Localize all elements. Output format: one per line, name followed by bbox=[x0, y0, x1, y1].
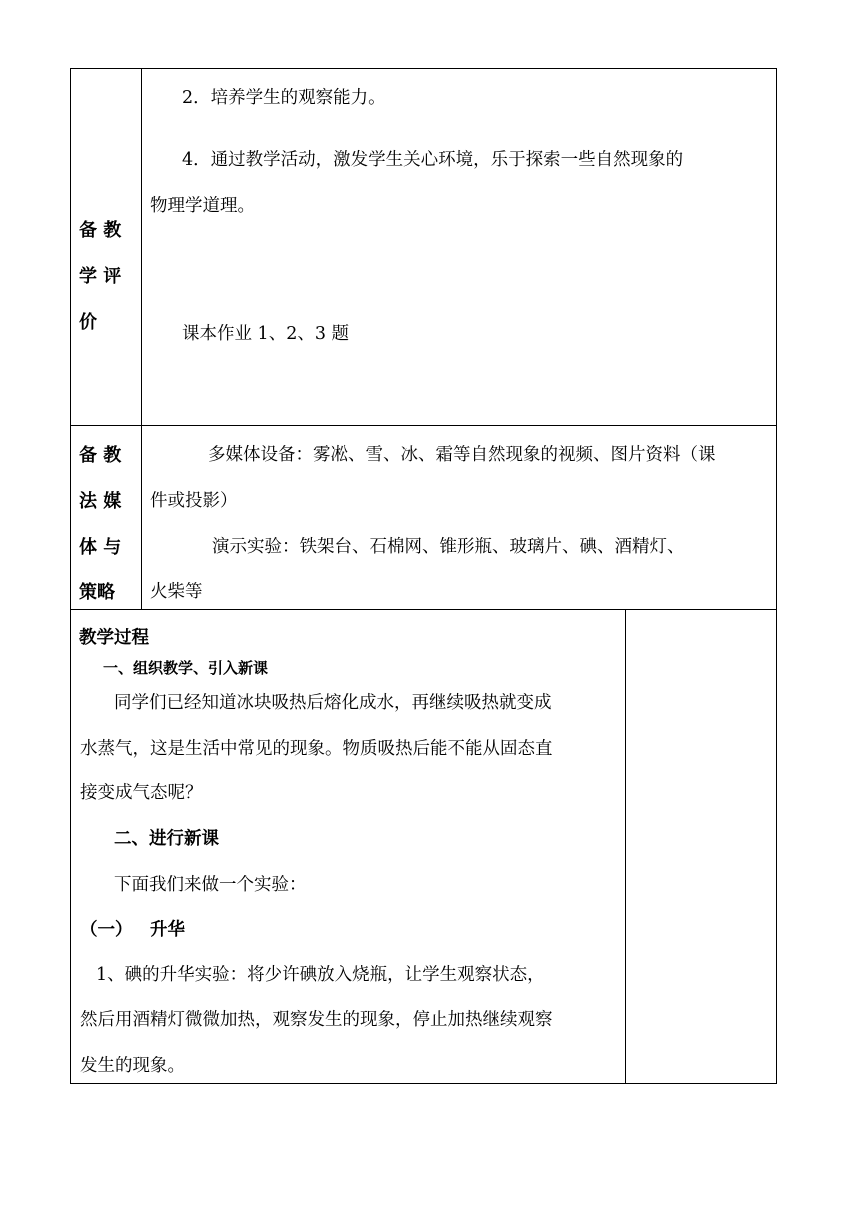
methods-label-line-1: 备 教 bbox=[79, 445, 122, 466]
process-subheading-3-title: 升华 bbox=[150, 920, 185, 940]
process-para-2: 下面我们来做一个实验： bbox=[114, 875, 307, 895]
demo-line-1: 演示实验：铁架台、石棉网、锥形瓶、玻璃片、碘、酒精灯、 bbox=[212, 537, 685, 557]
process-para-1-line-2: 水蒸气，这是生活中常见的现象。物质吸热后能不能从固态直 bbox=[80, 739, 553, 759]
methods-label-line-4: 策略 bbox=[79, 582, 115, 603]
objectives-content-cell bbox=[141, 68, 777, 426]
process-subheading-1: 一、组织教学、引入新课 bbox=[103, 659, 269, 677]
process-notes-cell bbox=[625, 609, 777, 1084]
process-para-3-line-1: 1、碘的升华实验：将少许碘放入烧瓶，让学生观察状态， bbox=[96, 965, 545, 985]
process-para-3-line-3: 发生的现象。 bbox=[80, 1056, 185, 1076]
process-subheading-3-number: （一） bbox=[80, 920, 133, 940]
methods-label-line-2: 法 媒 bbox=[79, 491, 122, 512]
objectives-label-line-3: 价 bbox=[79, 312, 97, 333]
multimedia-line-2: 件或投影） bbox=[150, 491, 238, 511]
objectives-label-cell bbox=[70, 68, 142, 426]
multimedia-line-1: 多媒体设备：雾凇、雪、冰、霜等自然现象的视频、图片资料（课 bbox=[208, 445, 716, 465]
objective-item-4-line-2: 物理学道理。 bbox=[150, 196, 255, 216]
process-para-1-line-1: 同学们已经知道冰块吸热后熔化成水，再继续吸热就变成 bbox=[114, 693, 552, 713]
homework-text: 课本作业 1、2、3 题 bbox=[182, 324, 350, 344]
process-heading: 教学过程 bbox=[79, 628, 149, 648]
objective-item-4-line-1: 4．通过教学活动，激发学生关心环境，乐于探索一些自然现象的 bbox=[182, 150, 684, 170]
process-para-1-line-3: 接变成气态呢？ bbox=[80, 783, 203, 803]
demo-line-2: 火柴等 bbox=[150, 582, 203, 602]
objectives-label-line-1: 备 教 bbox=[79, 220, 122, 241]
process-subheading-2: 二、进行新课 bbox=[114, 829, 219, 849]
process-para-3-line-2: 然后用酒精灯微微加热，观察发生的现象，停止加热继续观察 bbox=[80, 1010, 553, 1030]
objectives-label-line-2: 学 评 bbox=[79, 266, 122, 287]
methods-label-line-3: 体 与 bbox=[79, 537, 122, 558]
objective-item-2: 2．培养学生的观察能力。 bbox=[182, 88, 386, 108]
